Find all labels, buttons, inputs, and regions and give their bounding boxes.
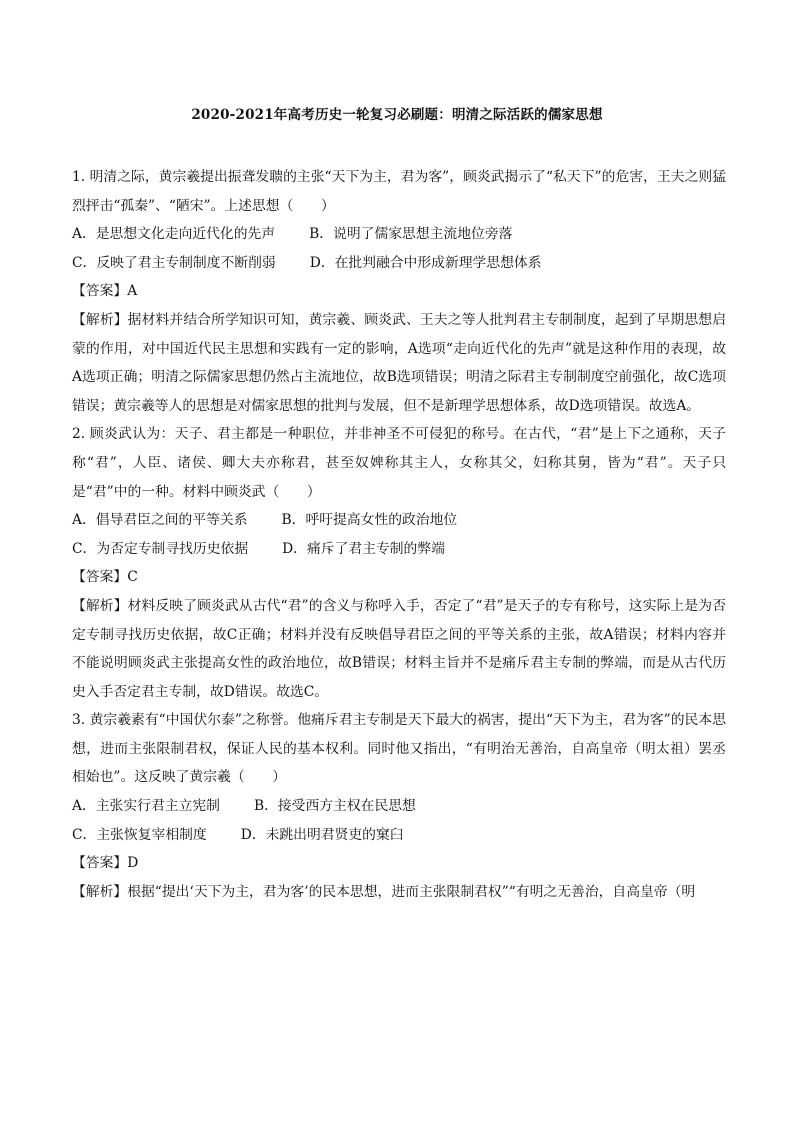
question-2-option-a: A．倡导君臣之间的平等关系 — [72, 512, 248, 529]
question-2-option-c: C．为否定专制寻找历史依据 — [72, 540, 249, 557]
analysis-label: 【解析】 — [72, 597, 128, 614]
question-2-analysis — [72, 592, 726, 706]
analysis-text: 根据“提出‘天下为主，君为客’的民本思想，进而主张限制君权”“有明之无善治，自高皇帝（明 — [127, 883, 696, 900]
question-3-options-row-2 — [72, 821, 726, 850]
question-1-option-a: A．是思想文化走向近代化的先声 — [72, 226, 276, 243]
answer-value: C — [127, 569, 138, 586]
answer-value: D — [127, 855, 139, 872]
question-1-option-b: B．说明了儒家思想主流地位旁落 — [309, 226, 513, 243]
question-1-options-row-1 — [72, 220, 726, 249]
question-3-option-c: C．主张恢复宰相制度 — [72, 826, 207, 843]
question-3-stem: 3. 黄宗羲素有“中国伏尔泰”之称誉。他痛斥君主专制是天下最大的祸害，提出“天下为主，君为客”的民本思想，进而主张限制君权，保证人民的基本权利。同时他又指出，“有明治无善治，自高皇帝（明太祖）罢丞相始也”。这反映了黄宗羲（ ） — [72, 712, 726, 786]
answer-value: A — [127, 283, 138, 300]
analysis-label: 【解析】 — [72, 311, 128, 328]
question-3-option-b: B．接受西方主权在民思想 — [253, 798, 416, 815]
question-2-option-d: D．痛斥了君主专制的弊端 — [282, 540, 445, 557]
question-3-answer — [72, 849, 726, 878]
question-1-stem: 1. 明清之际，黄宗羲提出振聋发聩的主张“天下为主，君为客”，顾炎武揭示了“私天下”的危害，王夫之则猛烈抨击“孤秦”、“陋宋”。上述思想（ ） — [72, 169, 726, 214]
question-1-option-c: C．反映了君主专制制度不断削弱 — [72, 254, 276, 271]
question-2-answer — [72, 563, 726, 592]
analysis-text: 据材料并结合所学知识可知，黄宗羲、顾炎武、王夫之等人批判君主专制制度，起到了早期思想启蒙的作用，对中国近代民主思想和实践有一定的影响，A选项“走向近代化的先声”就是这种作用的表现，故A选项正确；明清之际儒家思想仍然占主流地位，故B选项错误；明清之际君主专制制度空前强化，故C选项错误；黄宗羲等人的思想是对儒家思想的批判与发展，但不是新理学思想体系，故D选项错误。故选A。 — [72, 311, 726, 414]
question-2-options-row-1 — [72, 506, 726, 535]
question-2-stem: 2. 顾炎武认为：天子、君主都是一种职位，并非神圣不可侵犯的称号。在古代，“君”是上下之通称，天子称“君”，人臣、诸侯、卿大夫亦称君，甚至奴婢称其主人，女称其父，妇称其舅，皆为“君”。天子只是“君”中的一种。材料中顾炎武（ ） — [72, 426, 726, 500]
question-1-options-row-2 — [72, 249, 726, 278]
question-1-analysis — [72, 306, 726, 420]
document-title: 2020-2021年高考历史一轮复习必刷题：明清之际活跃的儒家思想 — [191, 107, 603, 123]
document-body — [72, 163, 726, 906]
question-3-options-row-1 — [72, 792, 726, 821]
answer-label: 【答案】 — [72, 569, 128, 586]
analysis-label: 【解析】 — [72, 883, 128, 900]
answer-label: 【答案】 — [72, 283, 128, 300]
analysis-text: 材料反映了顾炎武从古代“君”的含义与称呼入手，否定了“君”是天子的专有称号，这实际上是为否定专制寻找历史依据，故C正确；材料并没有反映倡导君臣之间的平等关系的主张，故A错误；材料内容并不能说明顾炎武主张提高女性的政治地位，故B错误；材料主旨并不是痛斥君主专制的弊端，而是从古代历史入手否定君主专制，故D错误。故选C。 — [72, 597, 727, 700]
question-1-option-d: D．在批判融合中形成新理学思想体系 — [309, 254, 542, 271]
question-3-analysis — [72, 878, 726, 907]
question-2-option-b: B．呼吁提高女性的政治地位 — [281, 512, 458, 529]
question-1-answer — [72, 277, 726, 306]
question-3-option-a: A．主张实行君主立宪制 — [72, 798, 220, 815]
question-2-options-row-2 — [72, 535, 726, 564]
answer-label: 【答案】 — [72, 855, 128, 872]
question-3-option-d: D．未跳出明君贤吏的窠臼 — [240, 826, 404, 843]
